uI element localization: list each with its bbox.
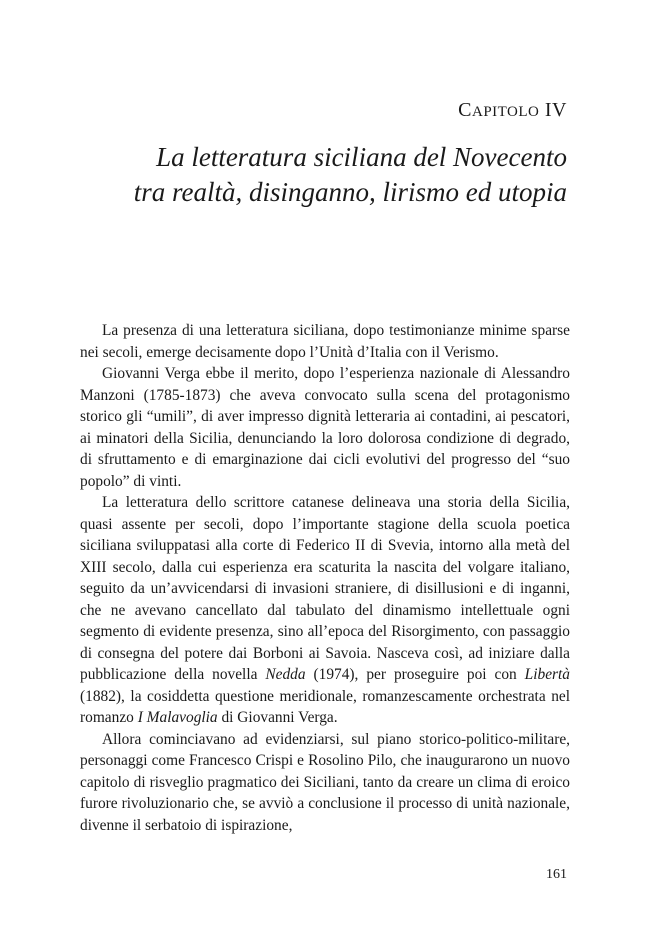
paragraph-3-text-c: (1882), la cosiddetta questione meridionale, romanzescamente orchestrata nel romanzo [80,687,570,726]
work-title-malavoglia: I Malavoglia [137,709,218,726]
chapter-title-line-1: La letteratura siciliana del Novecento [156,142,567,172]
chapter-label-initial: C [458,99,472,121]
chapter-title [107,140,567,210]
work-title-liberta: Libertà [524,666,570,683]
chapter-numeral: IV [544,99,567,121]
paragraph-3 [80,492,570,729]
work-title-nedda: Nedda [265,666,306,683]
paragraph-3-text-b: (1974), per proseguire poi con [305,666,525,683]
paragraph-1: La presenza di una letteratura siciliana, dopo testimonianze minime sparse nei secoli, emerge decisamente dopo l’Unità d’Italia con il Verismo. [80,322,570,361]
chapter-label [458,99,567,122]
paragraph-3-text-a: La letteratura dello scrittore catanese delineava una storia della Sicilia, quasi assente per secoli, dopo l’importante stagione della scuola poetica siciliana sviluppatasi alla corte di Federico II di Svevia, intorno alla metà del XIII secolo, dalla cui esperienza era scaturita la nascita del volgare italiano, seguito da un’avvicendarsi di invasioni straniere, di disillusioni e di inganni, che ne avevano cancellato dal tabulato del dinamismo intellettuale ogni segmento di evidente presenza, sino all’epoca del Risorgimento, con passaggio di consegna del potere dai Borboni ai Savoia. Nasceva così, ad iniziare dalla pubblicazione della novella [80,494,570,683]
body-text [80,320,570,836]
paragraph-2: Giovanni Verga ebbe il merito, dopo l’esperienza nazionale di Alessandro Manzoni (1785-1873) che aveva convocato sulla scena del protagonismo storico gli “umili”, di aver impresso dignità letteraria ai contadini, ai pescatori, ai minatori della Sicilia, denunciando la loro dolorosa condizione di degrado, di sfruttamento e di emarginazione dai cicli evolutivi del progresso del “suo popolo” di vinti. [80,365,570,490]
paragraph-3-text-d: di Giovanni Verga. [217,709,338,726]
chapter-label-word: APITOLO [472,104,540,120]
paragraph-4: Allora cominciavano ad evidenziarsi, sul piano storico-politico-militare, personaggi come Francesco Crispi e Rosolino Pilo, che inaugurarono un nuovo capitolo di risveglio pragmatico dei Siciliani, tanto da creare un clima di eroico furore rivoluzionario che, se avviò a conclusione il processo di unità nazionale, divenne il serbatoio di ispirazione, [80,730,570,834]
page-number: 161 [546,867,567,882]
chapter-title-line-2: tra realtà, disinganno, lirismo ed utopia [133,177,567,207]
